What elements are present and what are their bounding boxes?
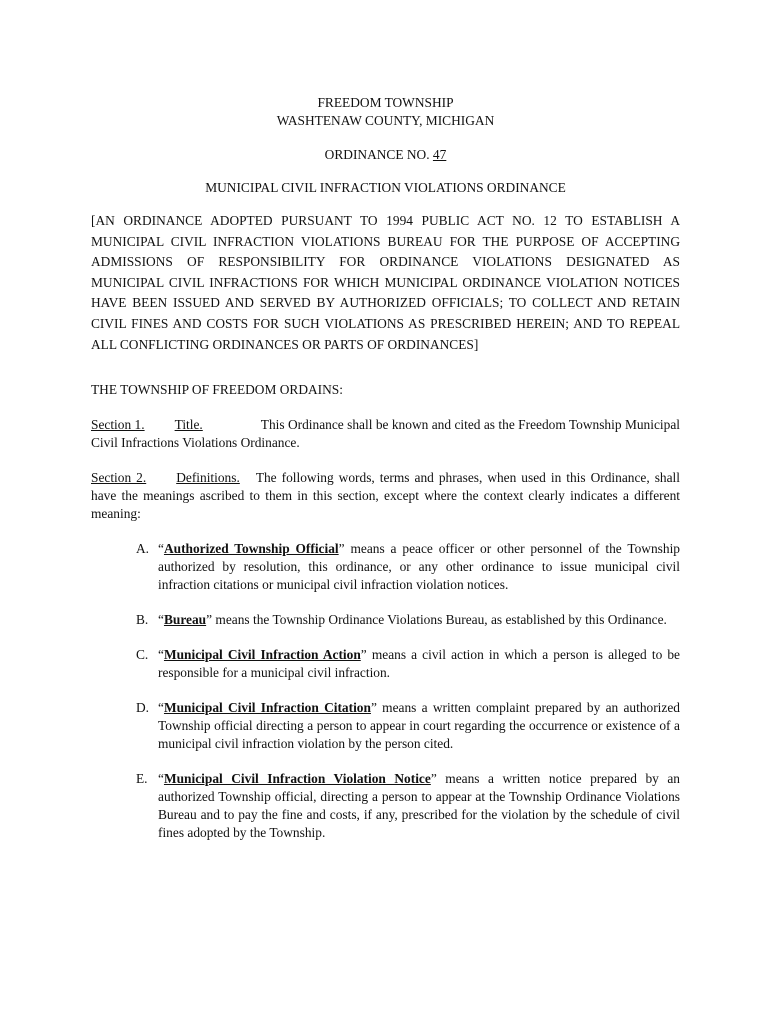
section-1-number: Section 1. [91, 417, 145, 433]
definition-letter: D. [136, 700, 150, 716]
section-1 [91, 416, 680, 452]
close-quote: ” [338, 541, 345, 557]
definition-term: Bureau [163, 612, 207, 628]
definition-text: means a written notice prepared by an authorized Township official, directing a person to appear at the Township Ordinance Violations Bureau and to pay the fine and costs, if any, prescribed for the violation by the schedule of civil fines adopted by the Township. [158, 771, 680, 841]
close-quote: ” [360, 647, 367, 663]
close-quote: ” [206, 612, 213, 628]
section-1-text: This Ordinance shall be known and cited as the Freedom Township Municipal Civil Infractions Violations Ordinance. [91, 417, 680, 451]
definition-term: Authorized Township Official [163, 541, 339, 557]
definitions-list [91, 540, 680, 842]
definition-text: means a peace officer or other personnel of the Township authorized by resolution, this ordinance, or any other ordinance to issue municipal civil infraction citations or municipal civil infraction violation notices. [158, 541, 680, 593]
ordinance-number-line [91, 146, 680, 164]
open-quote: “ [158, 700, 164, 716]
ordinance-number: 47 [432, 147, 447, 162]
definition-letter: B. [136, 612, 149, 628]
definition-item [91, 611, 680, 629]
section-1-heading: Title. [174, 417, 203, 433]
close-quote: ” [370, 700, 377, 716]
section-2-text: The following words, terms and phrases, when used in this Ordinance, shall have the meanings ascribed to them in this section, except where the context clearly indicates a different meaning: [91, 470, 680, 522]
ordinance-number-prefix: ORDINANCE NO. [324, 147, 433, 162]
section-2-heading: Definitions. [176, 470, 240, 486]
definition-item [91, 540, 680, 594]
ordinance-preamble: [AN ORDINANCE ADOPTED PURSUANT TO 1994 PUBLIC ACT NO. 12 TO ESTABLISH A MUNICIPAL CIVIL INFRACTION VIOLATIONS BUREAU FOR THE PURPOSE OF ACCEPTING ADMISSIONS OF RESPONSIBILITY FOR ORDINANCE VIOLATIONS DESIGNATED AS MUNICIPAL CIVIL INFRACTIONS FOR WHICH MUNICIPAL ORDINANCE VIOLATION NOTICES HAVE BEEN ISSUED AND SERVED BY AUTHORIZED OFFICIALS; TO COLLECT AND RETAIN CIVIL FINES AND COSTS FOR SUCH VIOLATIONS AS PRESCRIBED HEREIN; AND TO REPEAL ALL CONFLICTING ORDINANCES OR PARTS OF ORDINANCES] [91, 213, 680, 352]
section-2-number: Section 2. [91, 470, 147, 486]
county-name: WASHTENAW COUNTY, MICHIGAN [276, 113, 495, 128]
definition-letter: C. [136, 647, 149, 663]
definition-letter: A. [136, 541, 150, 557]
document-page [91, 94, 680, 859]
ordains-clause: THE TOWNSHIP OF FREEDOM ORDAINS: [91, 382, 343, 398]
close-quote: ” [430, 771, 437, 787]
definition-letter: E. [136, 771, 148, 787]
open-quote: “ [158, 771, 164, 787]
definition-item [91, 646, 680, 682]
township-name: FREEDOM TOWNSHIP [317, 95, 454, 110]
open-quote: “ [158, 612, 164, 628]
definition-term: Municipal Civil Infraction Citation [163, 700, 371, 716]
definition-text: means a written complaint prepared by an authorized Township official directing a person to appear in court regarding the occurrence or existence of a municipal civil infraction violation by the person cited. [158, 700, 680, 752]
ordinance-title: MUNICIPAL CIVIL INFRACTION VIOLATIONS ORDINANCE [205, 180, 566, 195]
definition-term: Municipal Civil Infraction Action [163, 647, 361, 663]
definition-term: Municipal Civil Infraction Violation Notice [163, 771, 431, 787]
open-quote: “ [158, 647, 164, 663]
definition-text: means a civil action in which a person is alleged to be responsible for a municipal civil infraction. [158, 647, 680, 681]
definition-item [91, 770, 680, 842]
section-2 [91, 469, 680, 523]
definition-text: means the Township Ordinance Violations Bureau, as established by this Ordinance. [212, 612, 667, 628]
open-quote: “ [158, 541, 164, 557]
definition-item [91, 699, 680, 753]
